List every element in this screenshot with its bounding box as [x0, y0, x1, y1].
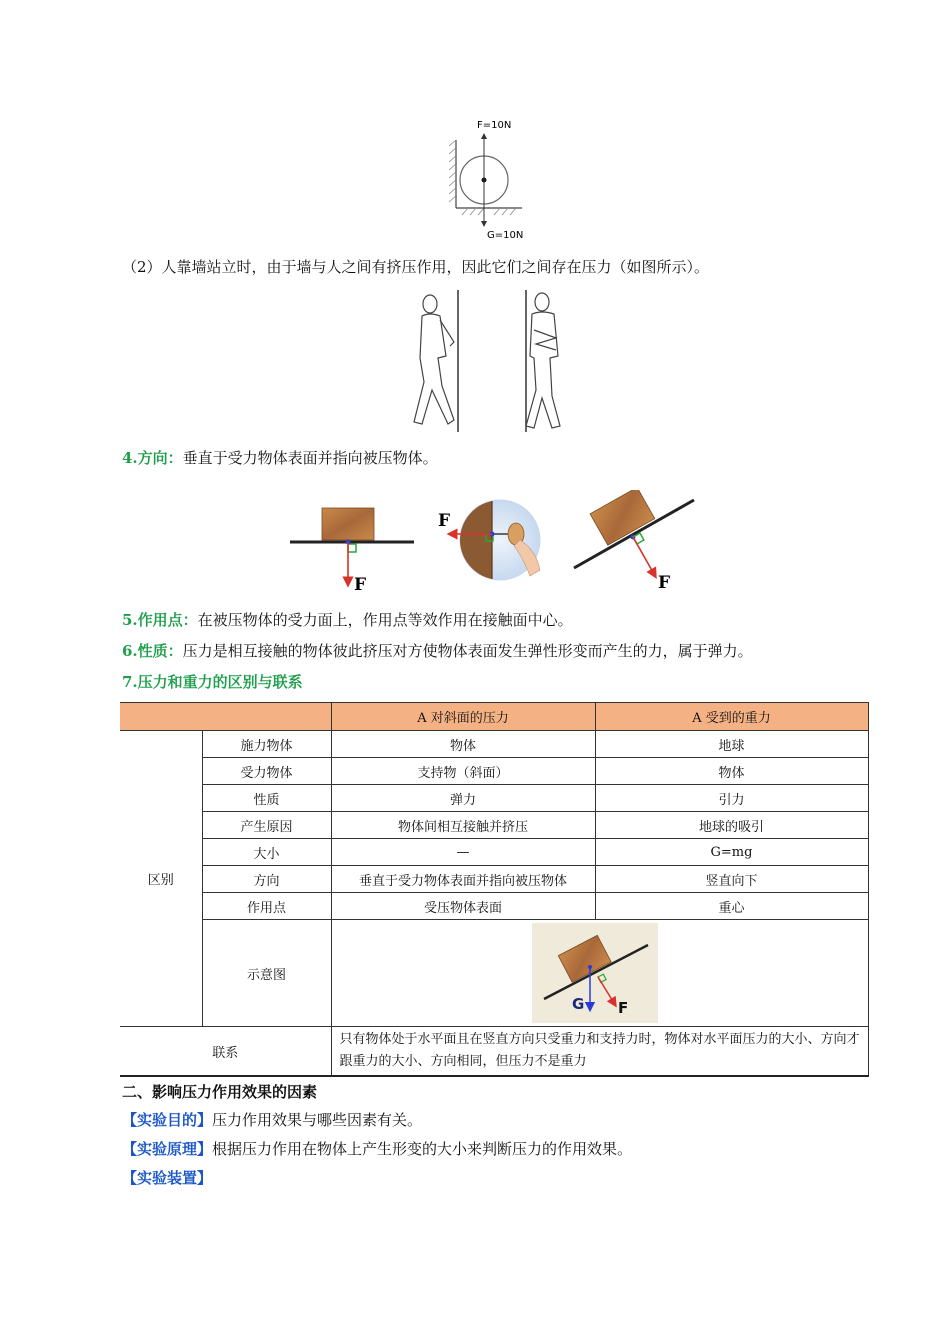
- row-a: 弹力: [331, 785, 595, 812]
- row-b: 竖直向下: [595, 866, 868, 893]
- row-b: 物体: [595, 758, 868, 785]
- table-row: [120, 785, 868, 812]
- row-a: —: [331, 839, 595, 866]
- row-a: 支持物（斜面）: [331, 758, 595, 785]
- item-4-label: 4.方向：: [122, 449, 183, 467]
- row-name: 性质: [202, 785, 331, 812]
- diagram-f-label: F: [617, 999, 628, 1017]
- row-b: 引力: [595, 785, 868, 812]
- lianxi-text: 只有物体处于水平面且在竖直方向只受重力和支持力时，物体对水平面压力的大小、方向才跟重力的大小、方向相同，但压力不是重力: [331, 1027, 868, 1077]
- row-a: 物体: [331, 731, 595, 758]
- force-f-label: F=10N: [477, 120, 512, 131]
- exp-device: [122, 1168, 212, 1188]
- diagram-cell: [331, 920, 868, 1027]
- item-5-text: 在被压物体的受力面上，作用点等效作用在接触面中心。: [197, 611, 573, 629]
- row-name: 作用点: [202, 893, 331, 920]
- table-row-lianxi: [120, 1027, 868, 1077]
- row-name: 大小: [202, 839, 331, 866]
- fig-f-label-3: F: [658, 573, 671, 592]
- row-b: 地球: [595, 731, 868, 758]
- row-name: 产生原因: [202, 812, 331, 839]
- row-name: 示意图: [202, 920, 331, 1027]
- table-header-empty: [120, 703, 331, 731]
- table-row: [120, 731, 868, 758]
- item-6-text: 压力是相互接触的物体彼此挤压对方使物体表面发生弹性形变而产生的力，属于弹力。: [182, 642, 753, 660]
- people-leaning-figure: [400, 286, 580, 436]
- table-row: [120, 812, 868, 839]
- table-row: [120, 866, 868, 893]
- ball-force-figure: [440, 112, 540, 242]
- item-6-nature: [122, 641, 753, 661]
- exp-device-label: 【实验装置】: [122, 1169, 213, 1187]
- item-4-direction: [122, 448, 438, 468]
- item-6-label: 6.性质：: [122, 642, 183, 660]
- row-a: 受压物体表面: [331, 893, 595, 920]
- table-row-diagram: [120, 920, 868, 1027]
- paragraph-lean-wall: （2）人靠墙站立时，由于墙与人之间有挤压作用，因此它们之间存在压力（如图所示）。: [122, 258, 710, 276]
- row-a: 垂直于受力物体表面并指向被压物体: [331, 866, 595, 893]
- pressure-direction-figure: [286, 490, 706, 592]
- table-header-col2: A 受到的重力: [595, 703, 868, 731]
- item-7-heading: [122, 672, 303, 692]
- item-7-label: 7.压力和重力的区别与联系: [122, 673, 303, 691]
- fig-f-label-1: F: [354, 575, 367, 592]
- row-b: 重心: [595, 893, 868, 920]
- table-header-row: [120, 703, 868, 731]
- row-name: 受力物体: [202, 758, 331, 785]
- group-label-diff: 区别: [120, 731, 202, 1027]
- exp-purpose-text: 压力作用效果与哪些因素有关。: [212, 1111, 423, 1129]
- section-2-heading: 二、影响压力作用效果的因素: [122, 1083, 318, 1101]
- table-row: [120, 758, 868, 785]
- table-row: [120, 893, 868, 920]
- exp-principle: [122, 1139, 632, 1159]
- row-name: 施力物体: [202, 731, 331, 758]
- exp-purpose: [122, 1110, 422, 1130]
- incline-g-f-diagram: [532, 923, 658, 1023]
- exp-purpose-label: 【实验目的】: [122, 1111, 213, 1129]
- comparison-table: [120, 702, 869, 1077]
- table-header-col1: A 对斜面的压力: [331, 703, 595, 731]
- item-5-point: [122, 610, 573, 630]
- table-row: [120, 839, 868, 866]
- item-5-label: 5.作用点：: [122, 611, 198, 629]
- row-a: 物体间相互接触并挤压: [331, 812, 595, 839]
- fig-f-label-2: F: [438, 511, 451, 531]
- diagram-g-label: G: [571, 995, 584, 1013]
- exp-principle-text: 根据压力作用在物体上产生形变的大小来判断压力的作用效果。: [212, 1140, 633, 1158]
- item-4-text: 垂直于受力物体表面并指向被压物体。: [182, 449, 438, 467]
- exp-principle-label: 【实验原理】: [122, 1140, 213, 1158]
- row-b: G=mg: [595, 839, 868, 866]
- row-name: 方向: [202, 866, 331, 893]
- force-g-label: G=10N: [487, 230, 524, 241]
- lianxi-label: 联系: [120, 1027, 331, 1077]
- row-b: 地球的吸引: [595, 812, 868, 839]
